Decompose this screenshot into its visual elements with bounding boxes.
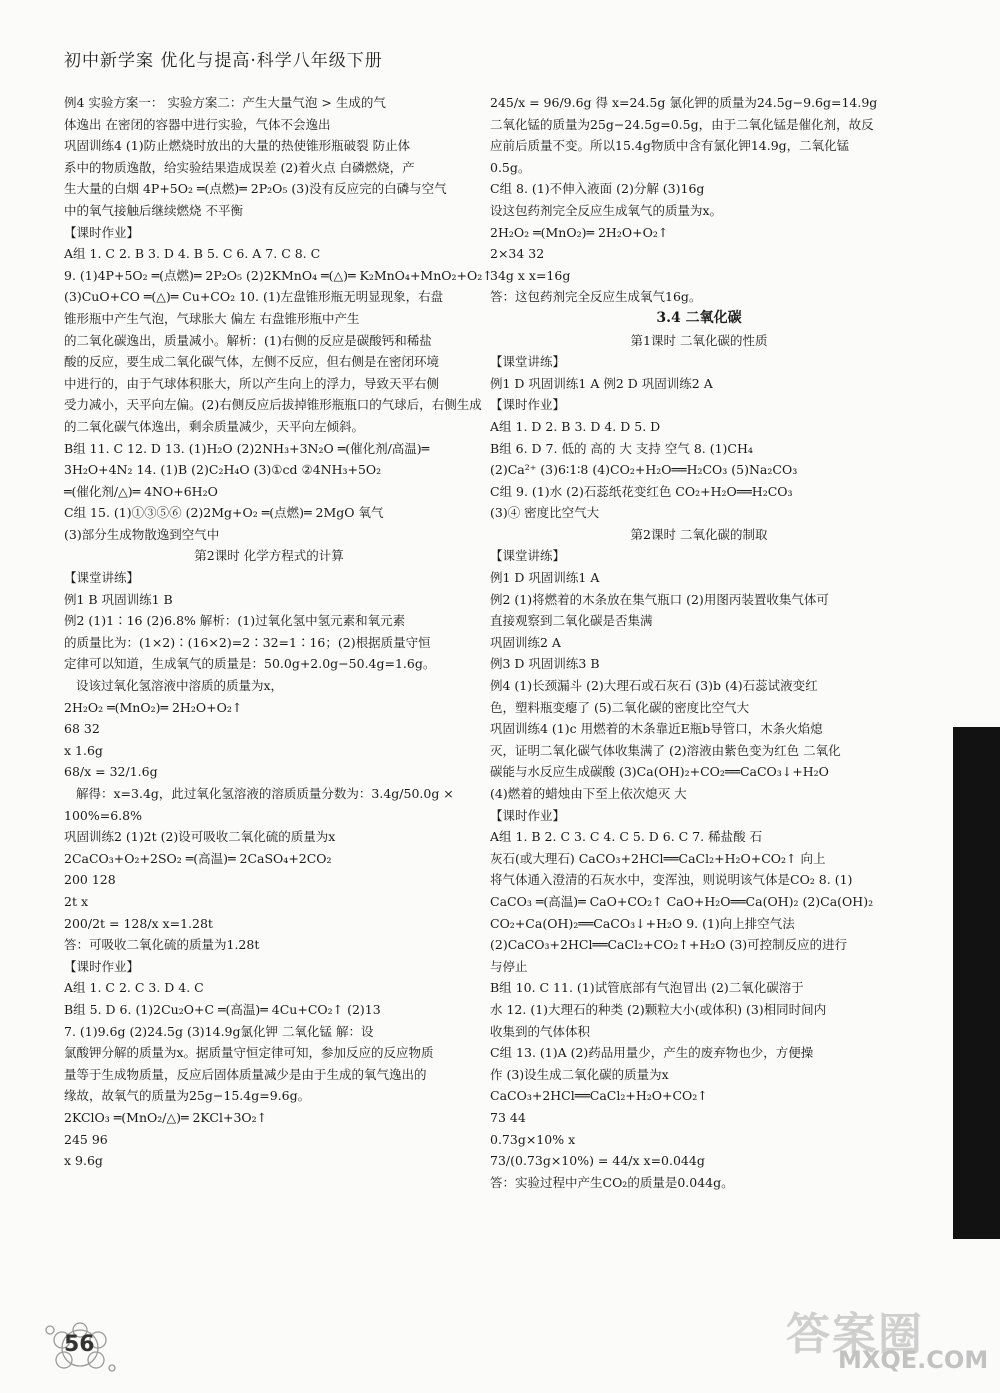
text-line: 【课堂讲练】 [490,354,566,370]
text-line: C组 8. (1)不伸入液面 (2)分解 (3)16g [490,181,705,197]
text-line: 定律可以知道，生成氧气的质量是：50.0g+2.0g−50.4g=1.6g。 [64,656,436,672]
page-number: 56 [64,1332,95,1357]
text-line: 200/2t = 128/x x=1.28t [64,915,213,931]
text-line: 灰石(或大理石) CaCO₃+2HCl══CaCl₂+H₂O+CO₂↑ 向上 [490,850,826,866]
text-line: 第1课时 二氧化碳的性质 [630,332,768,348]
text-line: ═(催化剂/△)═ 4NO+6H₂O [64,483,218,499]
text-line: x 1.6g [64,742,103,758]
text-line: B组 6. D 7. 低的 高的 大 支持 空气 8. (1)CH₄ [490,440,753,456]
text-line: 答：可吸收二氧化硫的质量为1.28t [64,937,260,953]
text-line: x 9.6g [64,1153,103,1169]
text-line: 设该过氧化氢溶液中溶质的质量为x， [76,678,284,694]
side-tab-band [953,727,1000,1239]
text-line: 巩固训练4 (1)防止燃烧时放出的大量的热使锥形瓶破裂 防止体 [64,138,411,154]
text-line: 例1 D 巩固训练1 A [490,570,600,586]
text-line: 0.5g。 [490,159,531,175]
text-line: 直接观察到二氧化碳是否集满 [490,613,653,629]
text-line: 生大量的白烟 4P+5O₂ ═(点燃)═ 2P₂O₅ (3)没有反应完的白磷与空气 [64,181,447,197]
text-line: (3)④ 密度比空气大 [490,505,600,521]
text-line: 2×34 32 [490,246,545,262]
text-line: 受力减小，天平向左偏。(2)右侧反应后拔掉锥形瓶瓶口的气球后，右侧生成 [64,397,482,413]
text-line: 的二氧化碳逸出，质量减小。解析：(1)右侧的反应是碳酸钙和稀盐 [64,332,432,348]
text-line: 收集到的气体体积 [490,1023,591,1039]
text-line: 答：这包药剂完全反应生成氧气16g。 [490,289,702,305]
text-line: 应前后质量不变。所以15.4g物质中含有氯化钾14.9g，二氧化锰 [490,138,850,154]
text-line: 2KClO₃ ═(MnO₂/△)═ 2KCl+3O₂↑ [64,1109,268,1125]
text-line: CaCO₃ ═(高温)═ CaO+CO₂↑ CaO+H₂O══Ca(OH)₂ (2)Ca(OH)₂ [490,893,874,909]
text-line: (2)CaCO₃+2HCl══CaCl₂+CO₂↑+H₂O (3)可控制反应的进行 [490,937,848,953]
text-line: 例1 D 巩固训练1 A 例2 D 巩固训练2 A [490,375,713,391]
text-line: 34g x x=16g [490,267,571,283]
text-line: CO₂+Ca(OH)₂══CaCO₃↓+H₂O 9. (1)向上排空气法 [490,915,795,931]
text-line: 的二氧化碳气体逸出，剩余质量减少，天平向左倾斜。 [64,418,365,434]
text-line: 7. (1)9.6g (2)24.5g (3)14.9g氯化钾 二氧化锰 解：设 [64,1023,374,1039]
text-line: 73 44 [490,1109,526,1125]
text-line: C组 9. (1)水 (2)石蕊纸花变红色 CO₂+H₂O══H₂CO₃ [490,483,793,499]
text-line: 245/x = 96/9.6g 得 x=24.5g 氯化钾的质量为24.5g−9.6g=14.9g [490,95,878,110]
text-line: CaCO₃+2HCl══CaCl₂+H₂O+CO₂↑ [490,1088,708,1104]
text-line: 氯酸钾分解的质量为x。据质量守恒定律可知，参加反应的反应物质 [64,1045,434,1061]
text-line: 【课时作业】 [490,397,566,413]
watermark-domain-text: MXQE.COM [838,1346,989,1374]
text-line: (3)CuO+CO ═(△)═ Cu+CO₂ 10. (1)左盘锥形瓶无明显现象，右盘 [64,289,444,305]
text-line: 第2课时 化学方程式的计算 [194,548,344,564]
text-line: B组 10. C 11. (1)试管底部有气泡冒出 (2)二氧化碳溶于 [490,980,804,996]
watermark-logo [778,1298,993,1383]
text-line: 锥形瓶中产生气泡，气球胀大 偏左 右盘锥形瓶中产生 [64,310,360,326]
text-line: 巩固训练4 (1)c 用燃着的木条靠近E瓶b导管口，木条火焰熄 [490,721,823,737]
text-line: B组 5. D 6. (1)2Cu₂O+C ═(高温)═ 4Cu+CO₂↑ (2)13 [64,1001,381,1017]
text-line: 例2 (1)将燃着的木条放在集气瓶口 (2)用图丙装置收集气体可 [490,591,829,607]
text-line: 2CaCO₃+O₂+2SO₂ ═(高温)═ 2CaSO₄+2CO₂ [64,850,332,866]
text-line: 解得：x=3.4g，此过氧化氢溶液的溶质质量分数为：3.4g/50.0g × [76,786,454,801]
text-line: 例2 (1)1∶16 (2)6.8% 解析：(1)过氧化氢中氢元素和氧元素 [64,613,406,629]
text-line: 3.4 二氧化碳 [656,309,742,326]
text-line: 中的氧气接触后继续燃烧 不平衡 [64,202,243,218]
text-line: 例1 B 巩固训练1 B [64,591,173,607]
text-line: 68 32 [64,721,100,737]
text-line: A组 1. C 2. B 3. D 4. B 5. C 6. A 7. C 8. C [64,246,321,262]
text-line: 设这包药剂完全反应生成氧气的质量为x。 [490,202,723,218]
text-line: 中进行的，由于气球体积胀大，所以产生向上的浮力，导致天平右侧 [64,375,440,391]
text-line: 3H₂O+4N₂ 14. (1)B (2)C₂H₄O (3)①cd ②4NH₃+5O₂ [64,462,382,478]
text-line: 245 96 [64,1131,108,1147]
text-line: 【课时作业】 [64,224,140,240]
text-line: 73/(0.73g×10%) = 44/x x=0.044g [490,1153,705,1169]
text-line: A组 1. C 2. C 3. D 4. C [64,980,204,996]
right-column [490,92,908,1193]
text-line: 灭，证明二氧化碳气体收集满了 (2)溶液由紫色变为红色 二氧化 [490,742,841,758]
text-line: C组 15. (1)①③⑤⑥ (2)2Mg+O₂ ═(点燃)═ 2MgO 氧气 [64,505,384,521]
text-line: A组 1. B 2. C 3. C 4. C 5. D 6. C 7. 稀盐酸 石 [490,829,763,845]
text-line: 二氧化锰的质量为25g−24.5g=0.5g，由于二氧化锰是催化剂，故反 [490,116,874,132]
text-line: 碳能与水反应生成碳酸 (3)Ca(OH)₂+CO₂══CaCO₃↓+H₂O [490,764,829,780]
text-line: 例4 (1)长颈漏斗 (2)大理石或石灰石 (3)b (4)石蕊试液变红 [490,678,818,694]
text-line: 【课时作业】 [64,958,140,974]
text-line: 巩固训练2 (1)2t (2)设可吸收二氧化硫的质量为x [64,829,336,845]
text-line: 0.73g×10% x [490,1131,576,1147]
text-line: 色，塑料瓶变瘪了 (5)二氧化碳的密度比空气大 [490,699,750,715]
text-line: 酸的反应，要生成二氧化碳气体，左侧不反应，但右侧是在密闭环境 [64,354,440,370]
text-line: 作 (3)设生成二氧化碳的质量为x [490,1066,669,1082]
text-line: 9. (1)4P+5O₂ ═(点燃)═ 2P₂O₅ (2)2KMnO₄ ═(△)═ K₂MnO₄+MnO₂+O₂↑ [64,267,493,283]
text-line: (2)Ca²⁺ (3)6∶1∶8 (4)CO₂+H₂O══H₂CO₃ (5)Na₂CO₃ [490,462,798,478]
text-line: 2t x [64,893,88,909]
text-line: 将气体通入澄清的石灰水中，变浑浊，则说明该气体是CO₂ 8. (1) [490,872,853,888]
text-line: 2H₂O₂ ═(MnO₂)═ 2H₂O+O₂↑ [64,699,243,715]
watermark-main-text: 答案圈 [786,1309,924,1360]
text-line: 例3 D 巩固训练3 B [490,656,600,672]
text-line: (4)燃着的蜡烛由下至上依次熄灭 大 [490,786,687,801]
text-line: 例4 实验方案一： 实验方案二：产生大量气泡 > 生成的气 [64,95,386,110]
text-line: 200 128 [64,872,116,888]
text-line: A组 1. D 2. B 3. D 4. D 5. D [490,418,661,434]
text-line: 100%=6.8% [64,807,142,823]
text-line: (3)部分生成物散逸到空气中 [64,526,220,542]
text-line: 量等于生成物质量，反应后固体质量减少是由于生成的氧气逸出的 [64,1066,427,1082]
text-line: 68/x = 32/1.6g [64,764,158,780]
text-line: B组 11. C 12. D 13. (1)H₂O (2)2NH₃+3N₂O ═(催化剂/高温)═ [64,440,430,456]
left-column [64,92,493,1172]
text-line: 巩固训练2 A [490,634,561,650]
text-line: 【课时作业】 [490,807,566,823]
text-line: 缘故，故氧气的质量为25g−15.4g=9.6g。 [64,1088,311,1104]
text-line: 2H₂O₂ ═(MnO₂)═ 2H₂O+O₂↑ [490,224,669,240]
text-line: 系中的物质逸散，给实验结果造成误差 (2)着火点 白磷燃烧，产 [64,159,415,175]
text-line: 答：实验过程中产生CO₂的质量是0.044g。 [490,1174,734,1190]
text-line: 的质量比为：(1×2)∶(16×2)=2∶32=1∶16；(2)根据质量守恒 [64,634,431,650]
text-line: 【课堂讲练】 [64,570,140,586]
page-header: 初中新学案 优化与提高·科学八年级下册 [64,51,383,71]
text-line: 水 12. (1)大理石的种类 (2)颗粒大小(或体积) (3)相同时间内 [490,1001,827,1017]
text-line: 与停止 [490,958,528,974]
text-line: 第2课时 二氧化碳的制取 [630,526,768,542]
text-line: 体逸出 在密闭的容器中进行实验，气体不会逸出 [64,116,331,132]
page-number-badge [42,1318,122,1378]
text-line: C组 13. (1)A (2)药品用量少，产生的废弃物也少，方便操 [490,1045,814,1061]
text-line: 【课堂讲练】 [490,548,566,564]
